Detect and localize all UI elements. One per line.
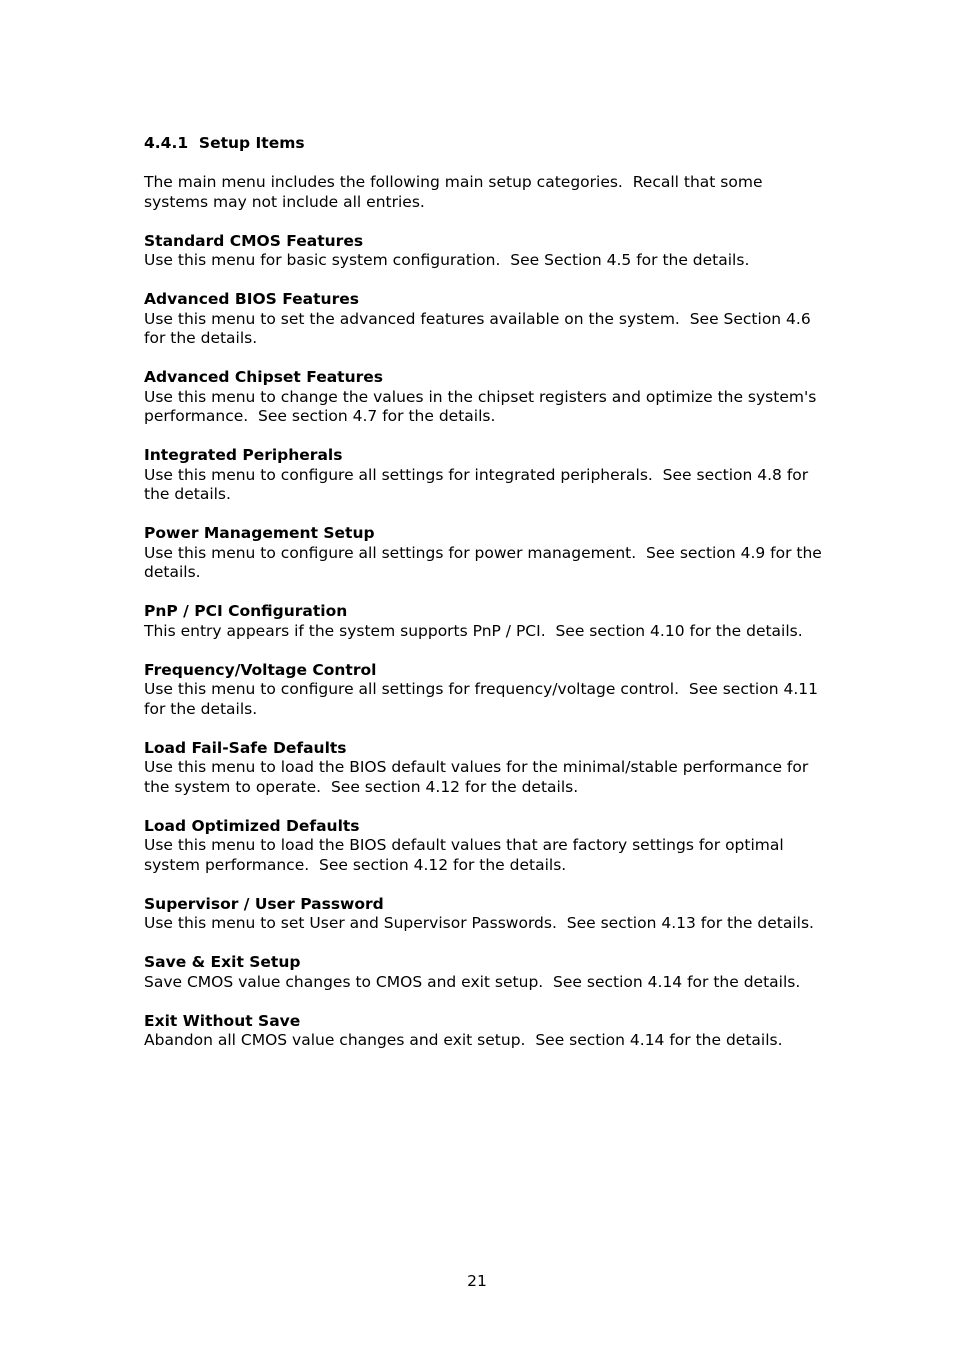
setup-item-standard-cmos — [144, 232, 824, 271]
item-description: Use this menu to change the values in the chipset registers and optimize the system's performance. See section 4.7 for the details. — [144, 387, 822, 425]
item-description: Save CMOS value changes to CMOS and exit setup. See section 4.14 for the details. — [144, 972, 801, 991]
item-title: PnP / PCI Configuration — [144, 602, 348, 620]
setup-item-frequency-voltage — [144, 661, 824, 720]
item-description: Use this menu to load the BIOS default values that are factory settings for optimal system performance. See section 4.12 for the details. — [144, 836, 789, 874]
item-description: Use this menu to set User and Supervisor Passwords. See section 4.13 for the details. — [144, 914, 814, 932]
setup-item-save-exit — [144, 953, 824, 992]
setup-item-exit-without-save — [144, 1012, 824, 1051]
item-description: Use this menu for basic system configuration. See Section 4.5 for the details. — [144, 251, 750, 269]
item-title: Power Management Setup — [144, 524, 375, 542]
setup-item-advanced-chipset — [144, 368, 824, 427]
page-number: 21 — [467, 1272, 487, 1290]
intro-paragraph: The main menu includes the following main setup categories. Recall that some systems may not include all entries. — [144, 173, 768, 211]
setup-item-load-optimized — [144, 817, 824, 876]
setup-item-integrated-peripherals — [144, 446, 824, 505]
item-title: Load Fail-Safe Defaults — [144, 738, 347, 757]
item-description: Use this menu to configure all settings for integrated peripherals. See section 4.8 for the details. — [144, 465, 814, 503]
item-description: Use this menu to configure all settings for frequency/voltage control. See section 4.11 for the details. — [144, 680, 823, 718]
item-title: Supervisor / User Password — [144, 894, 384, 913]
item-description: This entry appears if the system supports PnP / PCI. See section 4.10 for the details. — [144, 621, 803, 640]
item-title: Load Optimized Defaults — [144, 816, 360, 835]
item-title: Standard CMOS Features — [144, 231, 364, 250]
item-title: Integrated Peripherals — [144, 446, 343, 464]
document-page — [144, 134, 827, 1070]
item-description: Use this menu to set the advanced features available on the system. See Section 4.6 for the details. — [144, 309, 816, 347]
item-description: Use this menu to configure all settings for power management. See section 4.9 for the details. — [144, 543, 827, 581]
section-heading: 4.4.1 Setup Items — [144, 134, 305, 152]
setup-item-advanced-bios — [144, 290, 824, 349]
item-title: Exit Without Save — [144, 1011, 301, 1030]
setup-item-power-management — [144, 524, 827, 583]
item-title: Advanced Chipset Features — [144, 368, 384, 386]
item-description: Abandon all CMOS value changes and exit setup. See section 4.14 for the details. — [144, 1031, 783, 1049]
setup-item-load-fail-safe — [144, 739, 824, 798]
item-title: Advanced BIOS Features — [144, 290, 359, 308]
setup-item-pnp-pci — [144, 602, 824, 641]
item-description: Use this menu to load the BIOS default values for the minimal/stable performance for the system to operate. See section 4.12 for the details. — [144, 758, 814, 796]
item-title: Frequency/Voltage Control — [144, 660, 377, 679]
item-title: Save & Exit Setup — [144, 953, 301, 971]
setup-item-password — [144, 895, 824, 934]
